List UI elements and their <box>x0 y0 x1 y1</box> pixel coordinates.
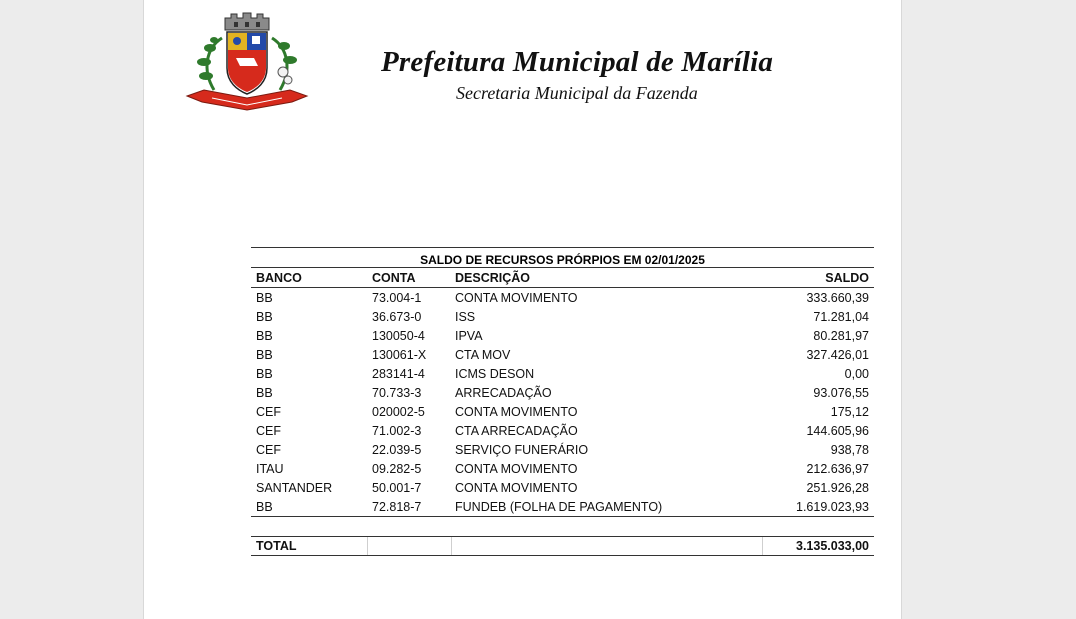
total-table <box>251 536 874 556</box>
cell-descricao: FUNDEB (FOLHA DE PAGAMENTO) <box>450 497 760 517</box>
cell-conta: 71.002-3 <box>372 423 422 438</box>
cell-saldo: 144.605,96 <box>806 423 869 438</box>
cell-conta: 50.001-7 <box>372 480 422 495</box>
cell-saldo: 212.636,97 <box>806 461 869 476</box>
cell-banco: CEF <box>256 442 281 457</box>
total-value: 3.135.033,00 <box>763 537 875 556</box>
table-row <box>251 421 874 440</box>
cell-saldo: 93.076,55 <box>813 385 869 400</box>
cell-conta: 22.039-5 <box>372 442 422 457</box>
cell-saldo: 175,12 <box>830 404 869 419</box>
report-title: SALDO DE RECURSOS PRÓRPIOS EM 02/01/2025 <box>251 247 874 267</box>
page-subtitle: Secretaria Municipal da Fazenda <box>456 83 698 103</box>
cell-descricao: IPVA <box>455 328 483 343</box>
cell-descricao: ICMS DESON <box>455 366 535 381</box>
cell-conta: 72.818-7 <box>367 497 450 517</box>
document-page <box>143 0 902 619</box>
cell-conta: 130050-4 <box>372 328 425 343</box>
total-section <box>251 536 874 556</box>
cell-banco: BB <box>256 347 273 362</box>
cell-saldo: 333.660,39 <box>806 290 869 305</box>
column-header-descricao: DESCRIÇÃO <box>450 268 760 288</box>
table-row <box>251 326 874 345</box>
total-row <box>251 537 874 556</box>
total-label: TOTAL <box>251 537 368 556</box>
cell-descricao: SERVIÇO FUNERÁRIO <box>455 442 589 457</box>
cell-saldo: 327.426,01 <box>806 347 869 362</box>
cell-descricao: CTA ARRECADAÇÃO <box>455 423 578 438</box>
table-row <box>251 345 874 364</box>
table-row <box>251 459 874 478</box>
cell-descricao: CONTA MOVIMENTO <box>455 461 578 476</box>
cell-descricao: CONTA MOVIMENTO <box>455 290 578 305</box>
table-row <box>251 383 874 402</box>
cell-descricao: ARRECADAÇÃO <box>455 385 552 400</box>
cell-conta: 36.673-0 <box>372 309 422 324</box>
table-row <box>251 497 874 517</box>
cell-banco: SANTANDER <box>256 480 333 495</box>
cell-descricao: CONTA MOVIMENTO <box>455 404 578 419</box>
municipal-coat-of-arms <box>184 10 310 114</box>
cell-saldo: 71.281,04 <box>813 309 869 324</box>
table-row <box>251 288 874 308</box>
cell-saldo: 1.619.023,93 <box>760 497 874 517</box>
cell-conta: 70.733-3 <box>372 385 422 400</box>
cell-saldo: 80.281,97 <box>813 328 869 343</box>
table-row <box>251 440 874 459</box>
table-row <box>251 307 874 326</box>
cell-saldo: 938,78 <box>830 442 869 457</box>
balance-table <box>251 267 874 517</box>
balance-report <box>251 247 874 556</box>
cell-banco: CEF <box>256 404 281 419</box>
column-header-saldo: SALDO <box>760 268 874 288</box>
cell-conta: 73.004-1 <box>372 290 422 305</box>
cell-banco: BB <box>256 385 273 400</box>
cell-banco: CEF <box>256 423 281 438</box>
table-row <box>251 364 874 383</box>
total-empty-conta <box>368 537 452 556</box>
table-row <box>251 478 874 497</box>
cell-conta: 130061-X <box>372 347 427 362</box>
cell-banco: BB <box>256 366 273 381</box>
cell-banco: ITAU <box>256 461 284 476</box>
cell-banco: BB <box>256 290 273 305</box>
table-header-row <box>251 268 874 288</box>
cell-banco: BB <box>251 497 367 517</box>
column-header-banco: BANCO <box>251 268 367 288</box>
cell-banco: BB <box>256 328 273 343</box>
page-title: Prefeitura Municipal de Marília <box>381 46 774 78</box>
cell-conta: 283141-4 <box>372 366 425 381</box>
cell-descricao: CONTA MOVIMENTO <box>455 480 578 495</box>
cell-descricao: CTA MOV <box>455 347 511 362</box>
cell-saldo: 251.926,28 <box>806 480 869 495</box>
cell-saldo: 0,00 <box>844 366 869 381</box>
cell-conta: 020002-5 <box>372 404 425 419</box>
column-header-conta: CONTA <box>367 268 450 288</box>
table-row <box>251 402 874 421</box>
total-empty-descricao <box>452 537 763 556</box>
cell-conta: 09.282-5 <box>372 461 422 476</box>
cell-descricao: ISS <box>455 309 476 324</box>
cell-banco: BB <box>256 309 273 324</box>
